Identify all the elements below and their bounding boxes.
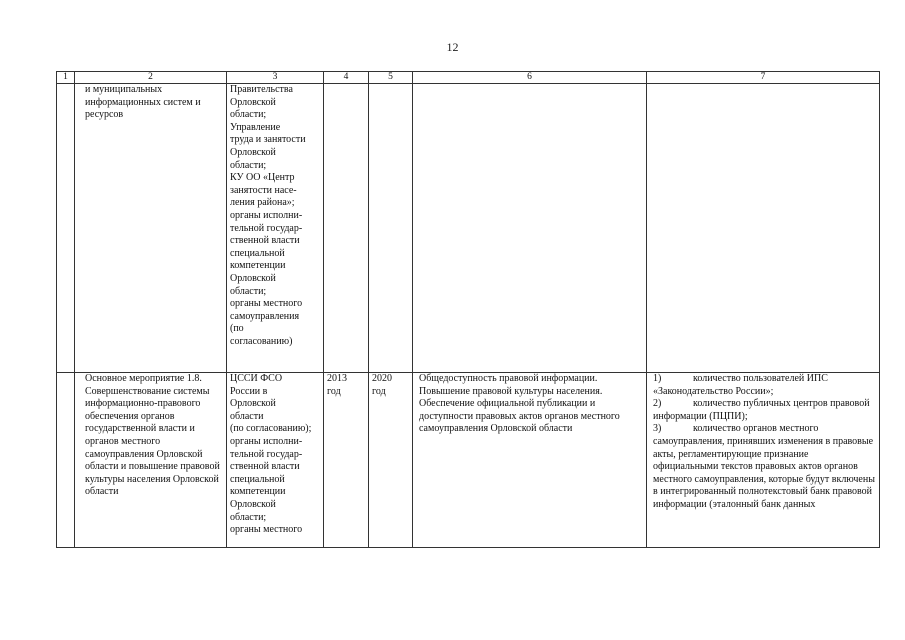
cell-line: КУ ОО «Центр: [230, 172, 295, 184]
row2-col5: [369, 373, 413, 548]
cell-line: занятости насе-: [230, 184, 297, 196]
end-year: [372, 373, 409, 398]
cell-line: компетенции: [230, 260, 286, 272]
cell-line: Управление: [230, 121, 281, 133]
cell-line: труда и занятости: [230, 134, 306, 146]
cell-line: органы местного: [230, 524, 303, 536]
list-item-text: количество пользователей ИПС «Законодательство России»;: [653, 373, 828, 397]
list-item-text: количество публичных центров правовой информации (ПЦПИ);: [653, 398, 870, 422]
page-number: 12: [446, 40, 459, 54]
header-cell-1: 1: [57, 72, 75, 84]
cell-line: ственной власти: [230, 235, 300, 247]
header-cell-7: 7: [647, 72, 880, 84]
cell-line: Орловской: [230, 398, 276, 410]
document-table: [56, 71, 880, 548]
cell-line: Правительства: [230, 84, 293, 95]
cell-line: специальной: [230, 473, 285, 485]
cell-line: ления района»;: [230, 197, 295, 209]
cell-line: компетенции: [230, 486, 286, 498]
indicator-list: [653, 373, 876, 512]
row2-col2: Основное мероприятие 1.8. Совершенствование системы информационно-правового обеспечения органов государственной власти и органов местного самоуправления Орловской области и повышение правовой культуры населения Орловской области: [75, 373, 227, 548]
cell-line: год: [372, 385, 386, 397]
row2-col6: Общедоступность правовой информации. Повышение правовой культуры населения. Обеспечение официальной публикации и доступности правовых актов органов местного самоуправления Орловской области: [413, 373, 647, 548]
table-row: [57, 373, 880, 548]
header-cell-6: 6: [413, 72, 647, 84]
cell-line: России в: [230, 385, 268, 397]
header-cell-2: 2: [75, 72, 227, 84]
header-cell-5: 5: [369, 72, 413, 84]
list-item-text: количество органов местного самоуправления, принявших изменения в правовые акты, регламентирующие признание официальными текстов правовых актов органов местного самоуправления, которые будут включены в интегрированный полнотекстовый банк правовой информации (эталонный банк данных: [653, 423, 875, 510]
row1-col6: [413, 84, 647, 373]
start-year: [327, 373, 365, 398]
responsible-list: [230, 373, 320, 537]
list-item-number: 3): [653, 423, 662, 435]
responsible-list: [230, 84, 320, 348]
list-item-number: 1): [653, 373, 662, 384]
header-cell-3: 3: [227, 72, 324, 84]
cell-line: (по согласованию);: [230, 423, 312, 435]
cell-line: (по: [230, 323, 244, 335]
cell-line: области;: [230, 285, 267, 297]
row2-col4: [324, 373, 369, 548]
row1-col4: [324, 84, 369, 373]
cell-line: согласованию): [230, 335, 293, 347]
cell-line: 2013: [327, 373, 347, 384]
cell-line: области;: [230, 159, 267, 171]
cell-line: Орловской: [230, 498, 276, 510]
cell-line: год: [327, 385, 341, 397]
cell-line: области;: [230, 511, 267, 523]
row1-col2: и муниципальных информационных систем и ресурсов: [75, 84, 227, 373]
cell-line: Орловской: [230, 96, 276, 108]
cell-line: органы исполни-: [230, 209, 303, 221]
cell-line: специальной: [230, 247, 285, 259]
cell-line: ственной власти: [230, 461, 300, 473]
table-row: [57, 84, 880, 373]
list-item: [653, 398, 876, 423]
row2-col3: [227, 373, 324, 548]
cell-line: области: [230, 410, 264, 422]
row1-col7: [647, 84, 880, 373]
cell-line: тельной государ-: [230, 448, 303, 460]
cell-line: органы исполни-: [230, 435, 303, 447]
list-item-number: 2): [653, 398, 662, 410]
cell-line: области;: [230, 109, 267, 121]
row2-col1: [57, 373, 75, 548]
row2-col7: [647, 373, 880, 548]
row1-col3: [227, 84, 324, 373]
row1-col5: [369, 84, 413, 373]
cell-line: ЦССИ ФСО: [230, 373, 283, 384]
cell-line: Орловской: [230, 146, 276, 158]
cell-line: тельной государ-: [230, 222, 303, 234]
cell-line: 2020: [372, 373, 392, 384]
cell-line: органы местного: [230, 298, 303, 310]
header-row: [57, 72, 880, 84]
cell-line: Орловской: [230, 272, 276, 284]
header-cell-4: 4: [324, 72, 369, 84]
list-item: [653, 423, 876, 511]
row1-col1: [57, 84, 75, 373]
list-item: [653, 373, 876, 398]
cell-line: самоуправления: [230, 310, 300, 322]
